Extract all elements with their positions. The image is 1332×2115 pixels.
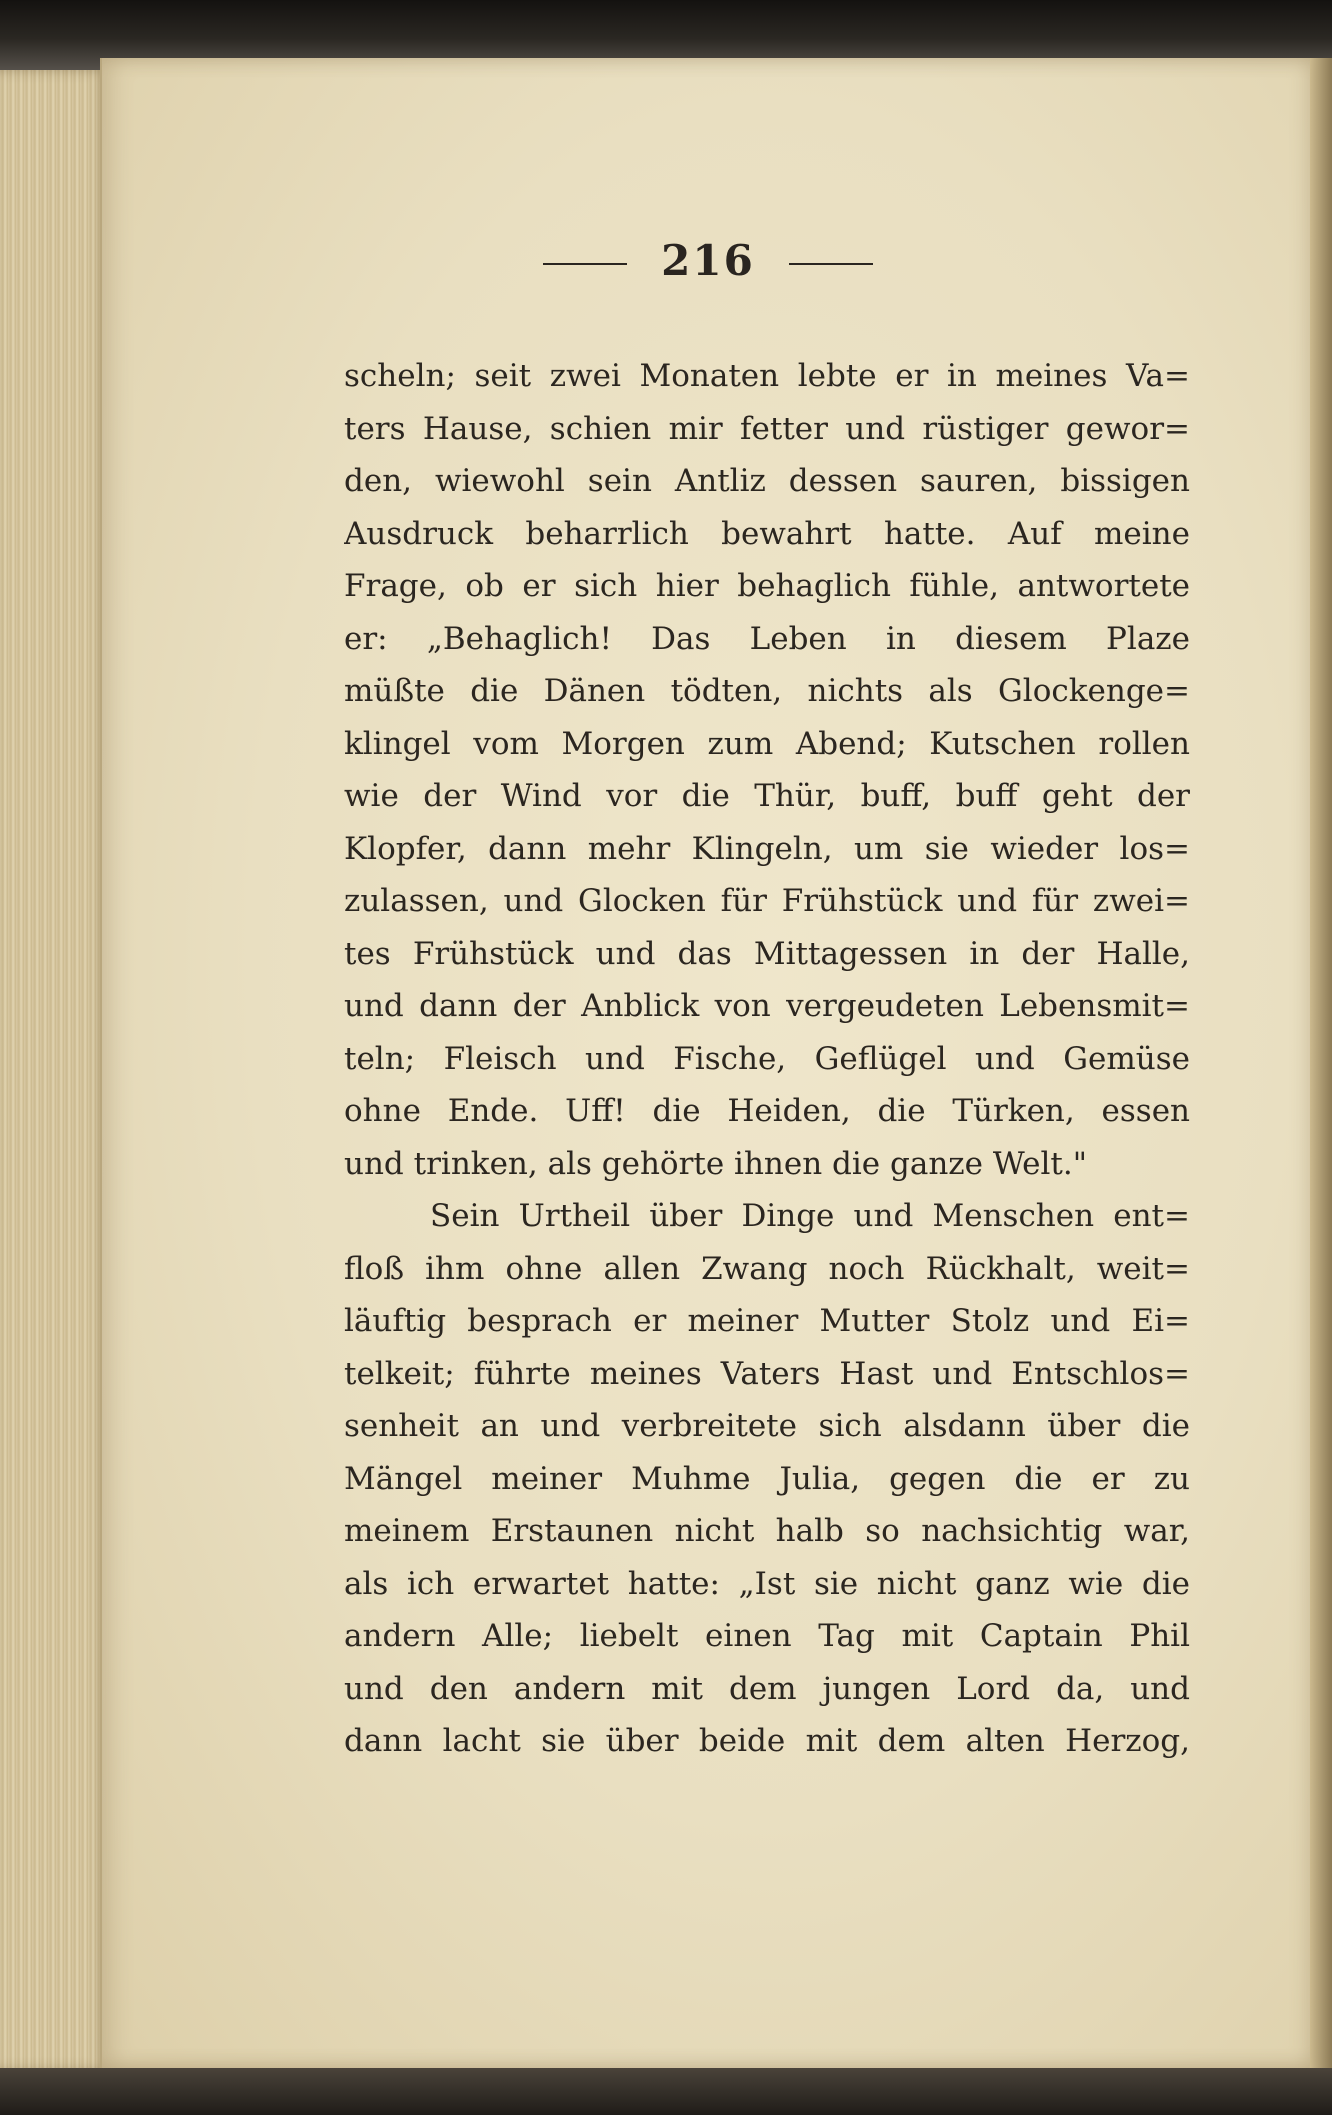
text-line: dann lacht sie über beide mit dem alten Herzog,	[344, 1723, 1190, 1759]
text-line: tes Frühstück und das Mittagessen in der Halle,	[344, 935, 1190, 972]
text-line: wie der Wind vor die Thür, buff, buff geht der	[344, 778, 1190, 814]
text-line: klingel vom Morgen zum Abend; Kutschen rollen	[344, 725, 1190, 762]
text-line: und dann der Anblick von vergeudeten Lebensmit=	[344, 988, 1190, 1024]
text-line: meinem Erstaunen nicht halb so nachsichtig war,	[344, 1513, 1190, 1549]
text-line: senheit an und verbreitete sich alsdann über die	[344, 1408, 1190, 1444]
text-line: Klopfer, dann mehr Klingeln, um sie wieder los=	[344, 830, 1190, 867]
text-line: Ausdruck beharrlich bewahrt hatte. Auf meine	[344, 515, 1190, 552]
text-line: zulassen, und Glocken für Frühstück und für zwei=	[344, 883, 1190, 919]
text-line: als ich erwartet hatte: „Ist sie nicht ganz wie die	[344, 1565, 1190, 1602]
text-line: und trinken, als gehörte ihnen die ganze Welt."	[344, 1145, 1088, 1182]
text-line: andern Alle; liebelt einen Tag mit Captain Phil	[344, 1618, 1190, 1654]
text-line: Sein Urtheil über Dinge und Menschen ent=	[430, 1198, 1190, 1234]
text-line: und den andern mit dem jungen Lord da, und	[344, 1670, 1190, 1707]
text-line: telkeit; führte meines Vaters Hast und Entschlos=	[344, 1355, 1190, 1392]
scan-right-edge	[1310, 58, 1332, 2068]
text-line: er: „Behaglich! Das Leben in diesem Plaze	[344, 620, 1190, 657]
text-line: Frage, ob er sich hier behaglich fühle, antwortete	[344, 568, 1190, 604]
body-text	[344, 350, 1190, 1768]
paragraph-2	[344, 1190, 1190, 1768]
text-line: floß ihm ohne allen Zwang noch Rückhalt, weit=	[344, 1250, 1190, 1287]
paragraph-1	[344, 350, 1190, 1190]
text-line: ohne Ende. Uff! die Heiden, die Türken, essen	[344, 1093, 1190, 1129]
text-line: Mängel meiner Muhme Julia, gegen die er zu	[344, 1460, 1190, 1497]
text-line: den, wiewohl sein Antliz dessen sauren, bissigen	[344, 463, 1190, 499]
page-header	[100, 236, 1316, 285]
page-stack-edge	[0, 70, 110, 2070]
text-line: ters Hause, schien mir fetter und rüstiger gewor=	[344, 410, 1190, 447]
scan-bottom-edge	[0, 2068, 1332, 2115]
header-rule-left	[543, 263, 627, 265]
page-number: 216	[661, 236, 755, 285]
text-line: läuftig besprach er meiner Mutter Stolz und Ei=	[344, 1303, 1190, 1339]
text-line: teln; Fleisch und Fische, Geflügel und Gemüse	[344, 1040, 1190, 1077]
header-rule-right	[789, 263, 873, 265]
text-line: scheln; seit zwei Monaten lebte er in meines Va=	[344, 358, 1190, 394]
text-line: müßte die Dänen tödten, nichts als Glockenge=	[344, 673, 1190, 709]
